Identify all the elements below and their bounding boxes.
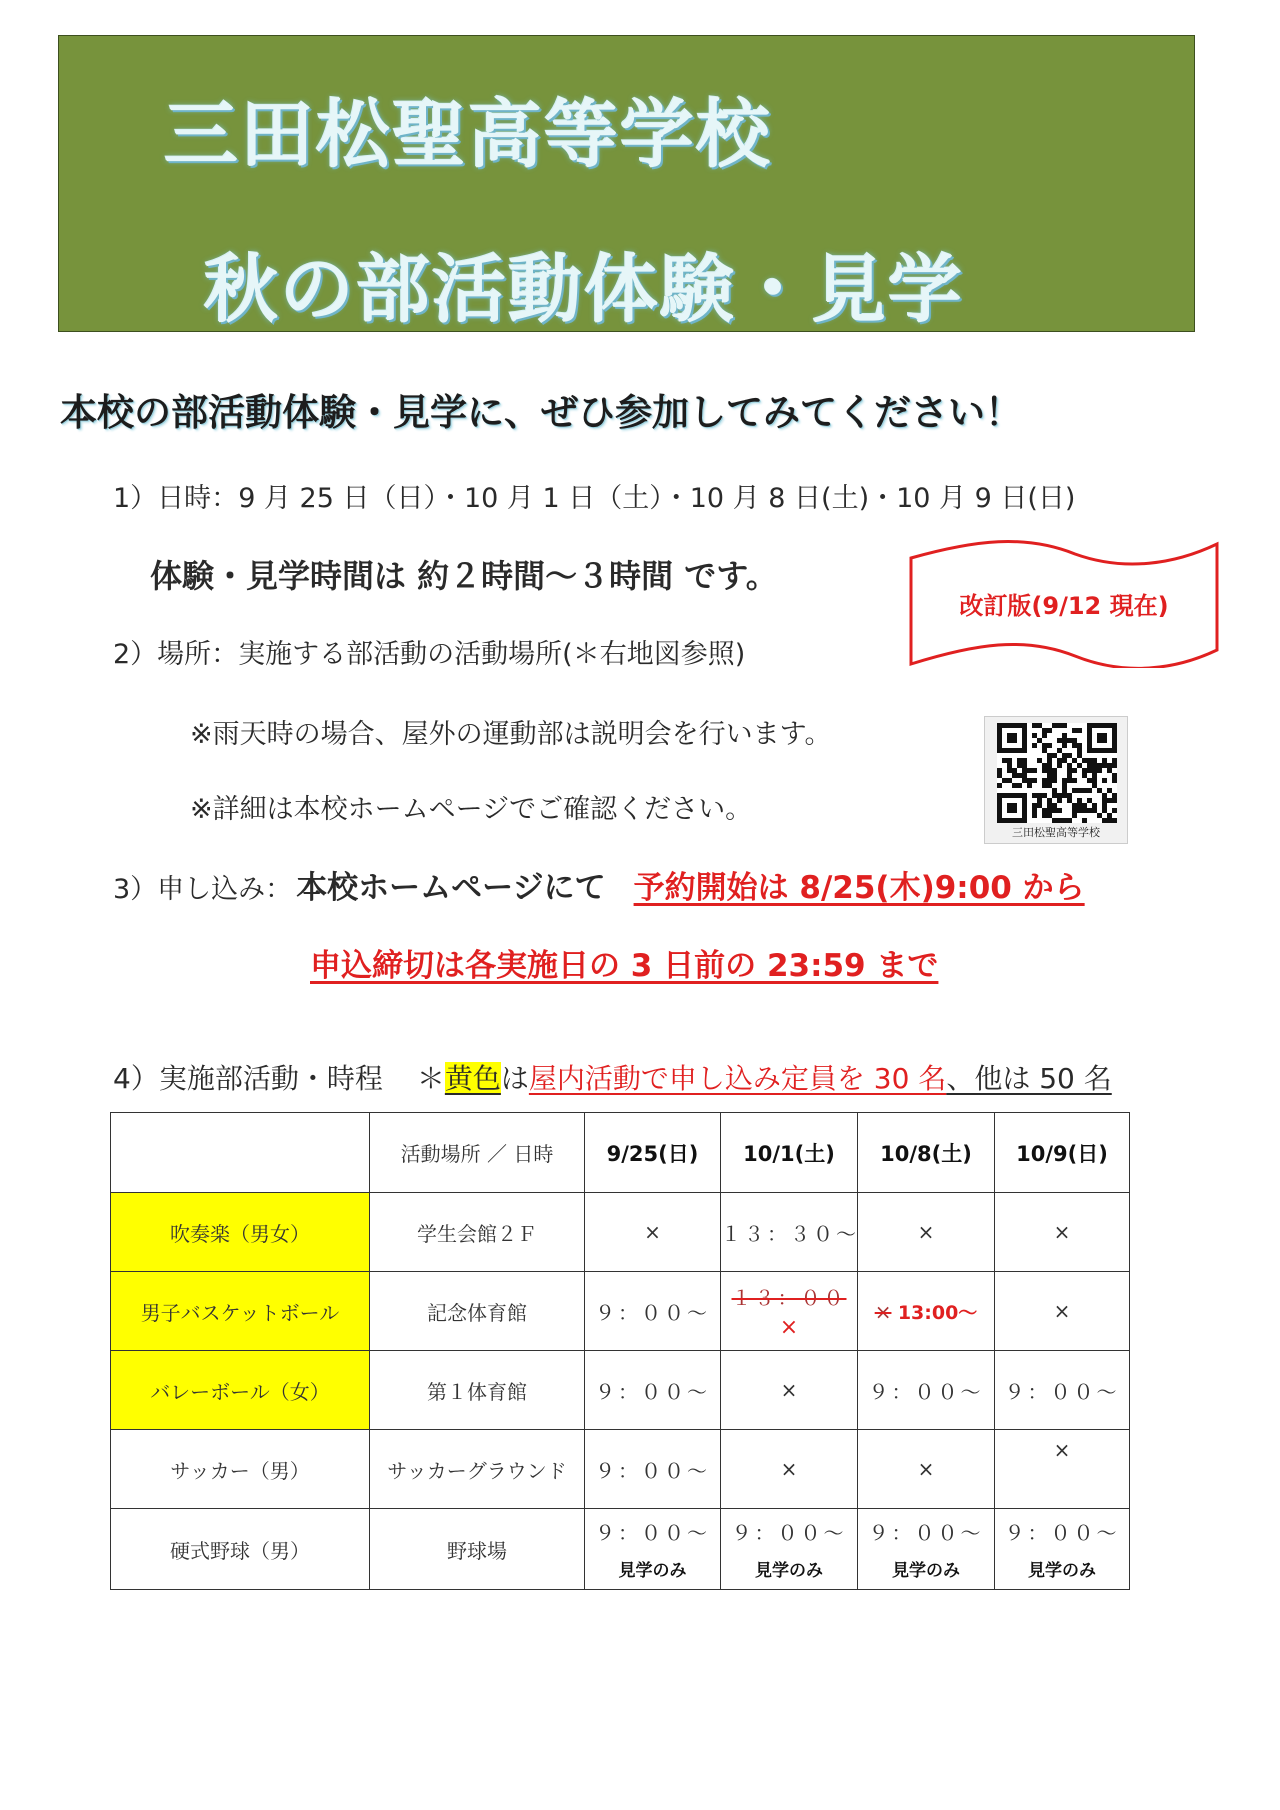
place-label: 2）場所： [113,639,239,670]
slot-cell: × [721,1430,858,1509]
slot-cell-changed [858,1272,995,1351]
rain-note: ※雨天時の場合、屋外の運動部は説明会を行います。 [190,719,832,750]
observe-only: 見学のみ [1028,1561,1096,1581]
slot-cell: ９：００～ [995,1351,1130,1430]
slot-cell: × [995,1272,1130,1351]
observe-only: 見学のみ [618,1561,687,1581]
slot-cell [995,1430,1130,1509]
slot-cell-cancelled [721,1272,858,1351]
table-row [111,1351,1130,1430]
note-capacity-indoor: 屋内活動で申し込み定員を 30 名 [528,1062,947,1095]
program-note [417,1062,1112,1095]
club-name: サッカー（男） [111,1430,370,1509]
slot-time: ９：００～ [595,1521,710,1545]
slot-cell: ９：００～ [585,1272,721,1351]
note-prefix: ＊ [416,1062,445,1095]
table-row [111,1193,1130,1272]
revised-label: 改訂版(9/12 現在) [959,592,1169,620]
apply-method: 本校ホームページにて [296,870,606,906]
application-line [113,862,1085,907]
observe-only: 見学のみ [892,1561,960,1581]
title-banner [58,35,1195,332]
note-ha: は [500,1062,529,1095]
reservation-start: 予約開始は 8/25(木)9:00 から [633,870,1085,906]
place-line [113,632,745,671]
slot-cell: × [585,1193,721,1272]
slot-cell [585,1509,721,1590]
apply-label: 3）申し込み： [113,874,293,905]
struck-mark: × [874,1299,892,1324]
qr-code[interactable] [984,716,1128,844]
header-date-2: 10/1(土) [721,1113,858,1193]
slot-cell: ９：００～ [858,1351,995,1430]
club-name: バレーボール（女） [111,1351,370,1430]
invitation-heading: 本校の部活動体験・見学に、ぜひ参加してみてください！ [60,391,1022,434]
application-deadline: 申込締切は各実施日の 3 日前の 23:59 まで [310,948,939,984]
slot-mark: × [1053,1438,1071,1462]
club-name: 男子バスケットボール [111,1272,370,1351]
slot-time: ９：００～ [731,1521,847,1545]
slot-cell: ９：００～ [585,1430,721,1509]
club-place: 野球場 [370,1509,585,1590]
table-row [111,1272,1130,1351]
club-place: 記念体育館 [370,1272,585,1351]
qr-pattern [997,723,1117,823]
duration-line: 体験・見学時間は 約２時間～３時間 です。 [150,557,778,595]
club-name: 吹奏楽（男女） [111,1193,370,1272]
club-name: 硬式野球（男） [111,1509,370,1590]
changed-time: 13:00～ [897,1301,978,1324]
program-label: 4）実施部活動・時程 [113,1062,383,1095]
observe-only: 見学のみ [755,1561,823,1581]
schedule-dates: 9 月 25 日（日）・10 月 1 日（土）・10 月 8 日(土)・10 月 9 日(日) [238,483,1076,514]
program-line [113,1057,1112,1097]
header-date-4: 10/9(日) [995,1113,1130,1193]
slot-cell [721,1509,858,1590]
header-date-3: 10/8(土) [858,1113,995,1193]
slot-cell [995,1509,1130,1590]
club-place: 学生会館２Ｆ [370,1193,585,1272]
note-capacity-other: 、他は 50 名 [946,1062,1112,1095]
club-place: 第１体育館 [370,1351,585,1430]
slot-cell: × [721,1351,858,1430]
schedule-table [110,1112,1130,1590]
revised-badge [905,538,1223,668]
schedule-line [113,476,1075,515]
event-title: 秋の部活動体験・見学 [204,247,964,333]
details-note: ※詳細は本校ホームページでご確認ください。 [190,794,753,825]
school-name: 三田松聖高等学校 [164,92,772,178]
place-text: 実施する部活動の活動場所(＊右地図参照) [238,639,746,670]
slot-cell [858,1509,995,1590]
cancelled-time: １３：００ [731,1286,847,1310]
note-yellow: 黄色 [444,1062,501,1095]
slot-cell: × [858,1430,995,1509]
header-blank [111,1113,370,1193]
header-place: 活動場所 ／ 日時 [370,1113,585,1193]
qr-caption: 三田松聖高等学校 [1012,826,1100,839]
slot-cell: × [858,1193,995,1272]
slot-time: ９：００～ [1004,1521,1120,1545]
cancelled-mark: × [779,1315,799,1340]
slot-cell: ９：００～ [585,1351,721,1430]
slot-time: ９：００～ [868,1521,984,1545]
table-row [111,1509,1130,1590]
slot-cell: １３：３０～ [721,1193,858,1272]
club-place: サッカーグラウンド [370,1430,585,1509]
slot-cell: × [995,1193,1130,1272]
table-row [111,1430,1130,1509]
table-header-row [111,1113,1130,1193]
schedule-label: 1）日時： [113,483,239,514]
header-date-1: 9/25(日) [585,1113,721,1193]
